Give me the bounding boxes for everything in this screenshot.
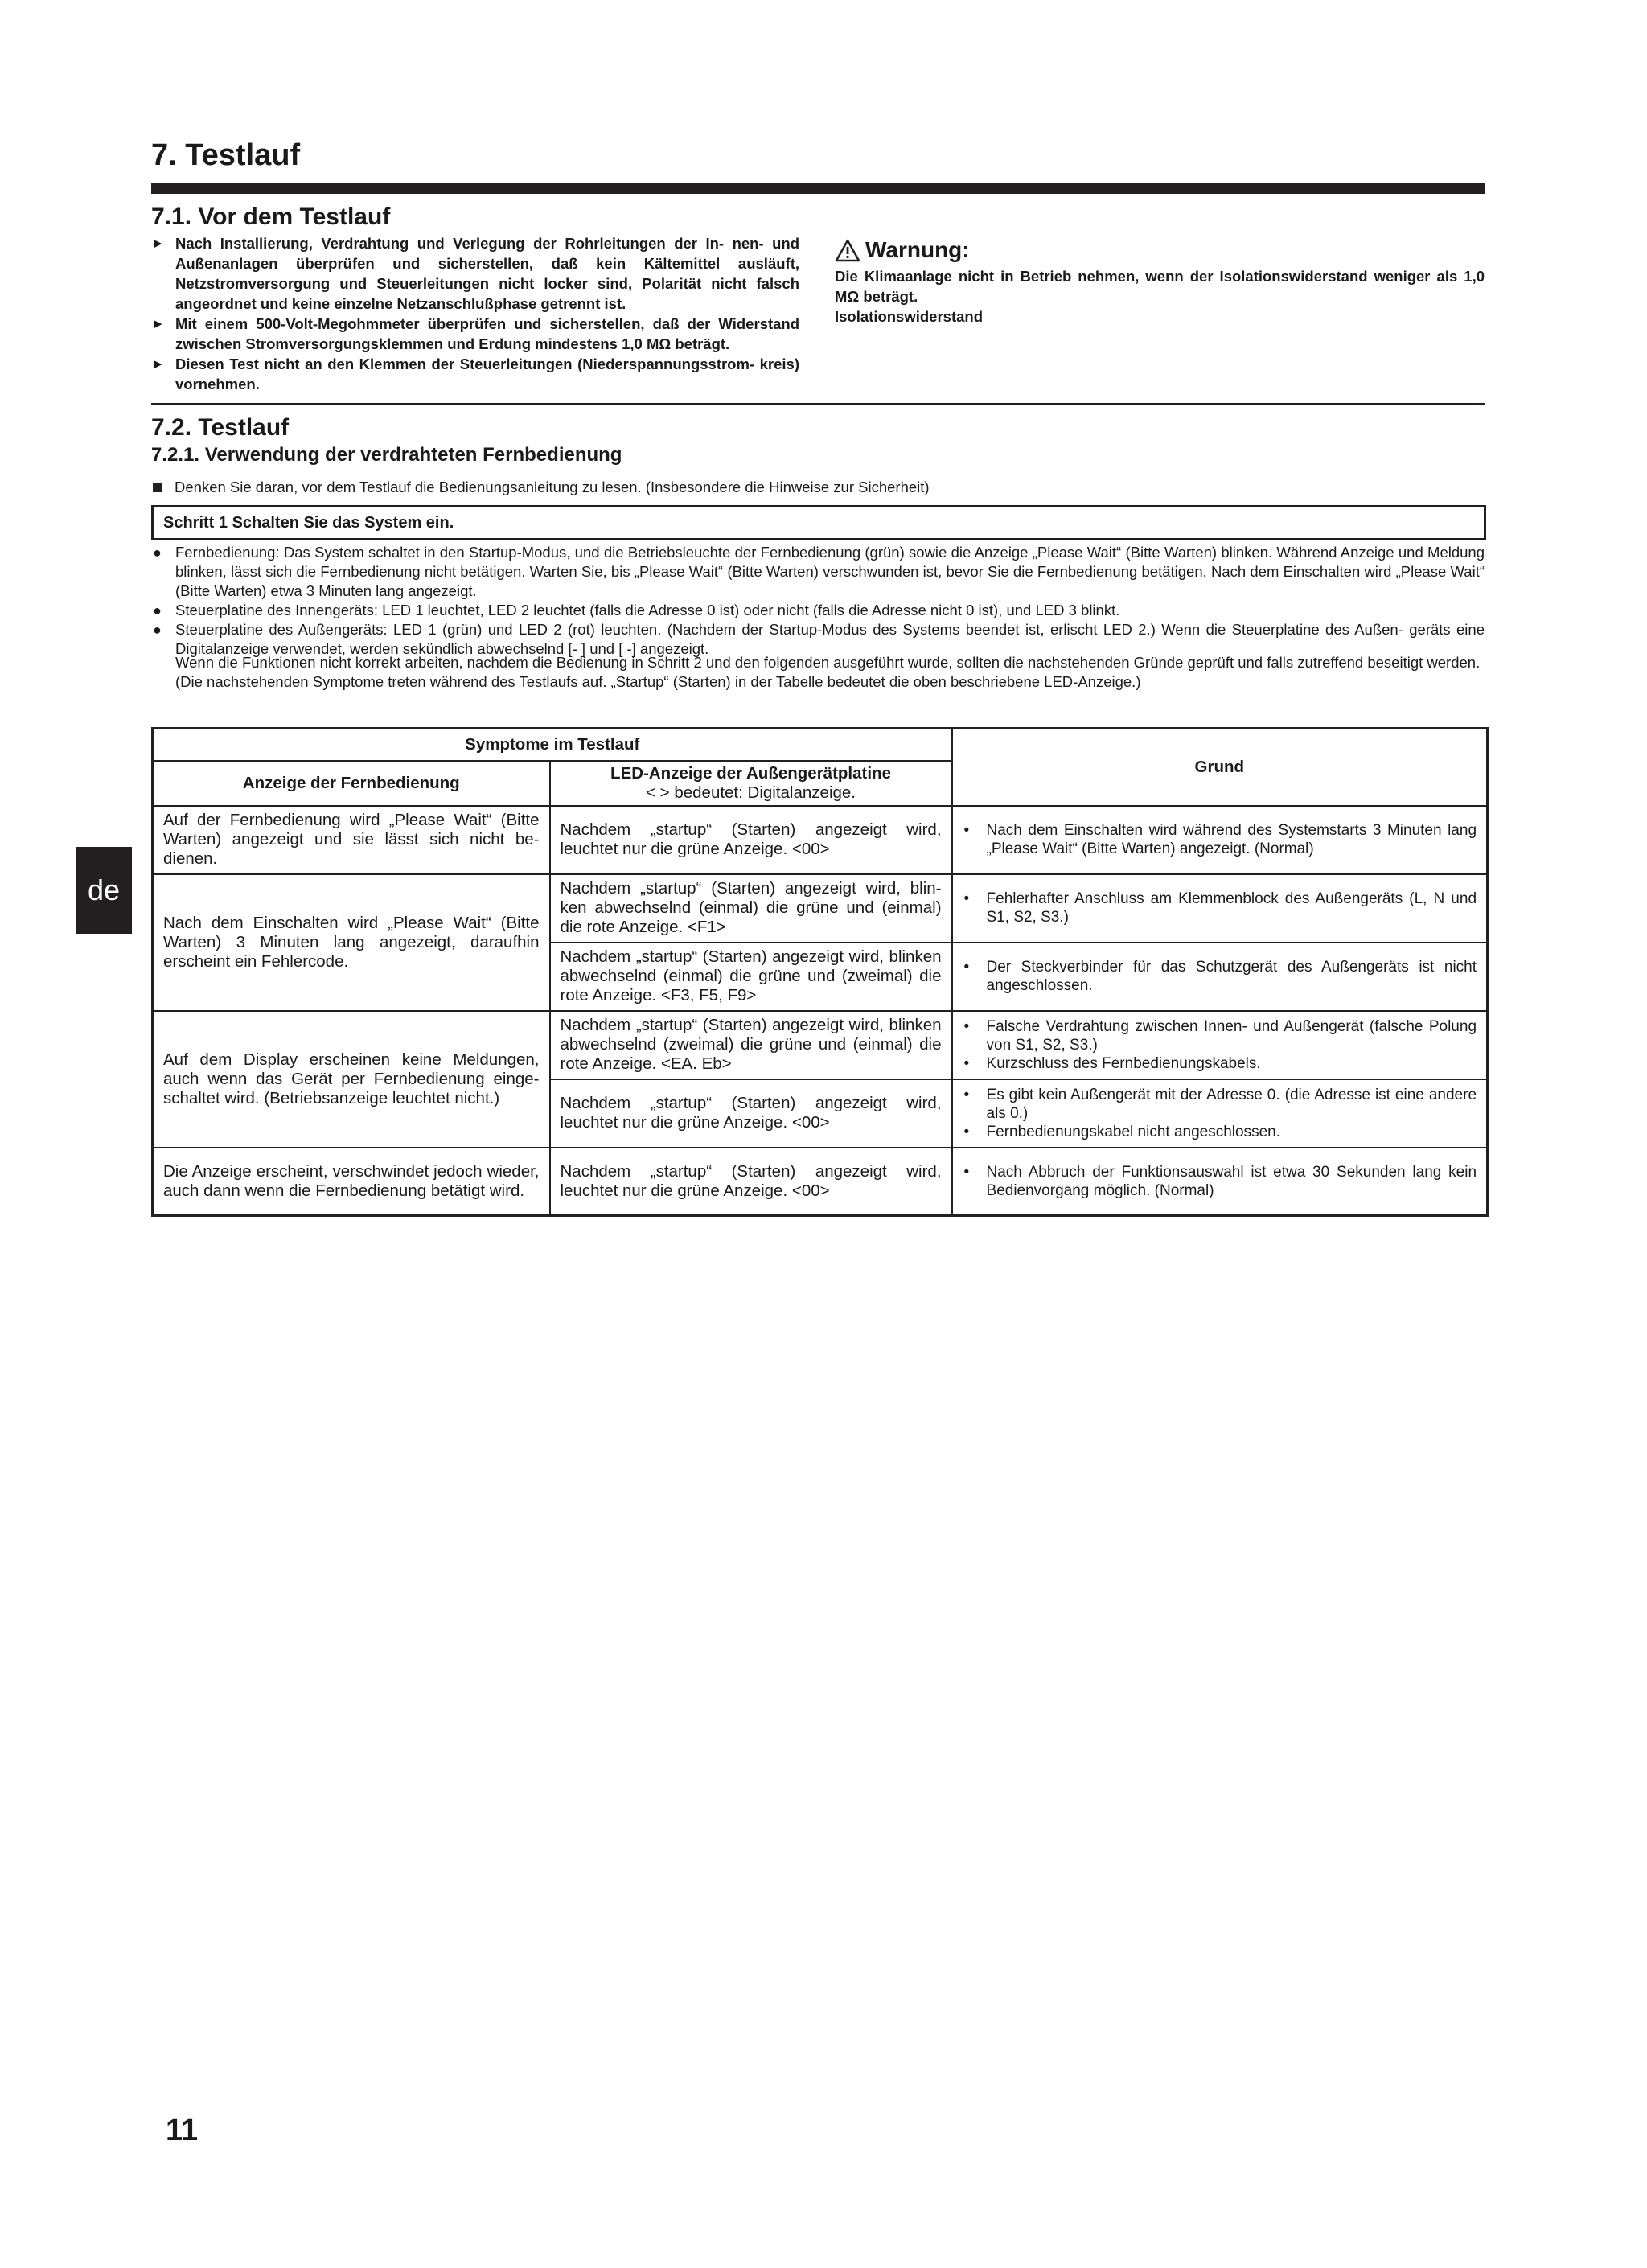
subsection-title-test-run: 7.2. Testlauf [151, 414, 290, 441]
list-item: ● Fernbedienung: Das System schaltet in den Startup-Modus, und die Betriebsleuchte der Fernbedienung (grün) sowie die Anzeige „Please Wait“ (Bitte Warten) blinken. Während Anzeige und Meldung blinken, lässt sich die Fernbedienung nicht betätigen. Warten Sie, bis „Please Wait“ (Bitte Warten) verschwunden ist, bevor Sie die Fernbedienung betätigen. Nach dem Einschalten wird „Please Wait“ (Bitte Warten) etwa 3 Minuten lang angezeigt. [153, 544, 1485, 599]
section-title: 7. Testlauf [151, 138, 301, 172]
cell-reason: • Es gibt kein Außengerät mit der Adresse 0. (die Adresse ist eine andere als 0.) • Fernbedienungskabel nicht angeschlossen. [952, 1079, 1488, 1148]
subsection-title-before-test: 7.1. Vor dem Testlauf [151, 203, 391, 230]
symptom-table [151, 727, 1489, 1217]
page-number: 11 [166, 2114, 199, 2147]
notice-line: Denken Sie daran, vor dem Testlauf die Bedienungsanleitung zu lesen. (Insbesondere die Hinweise zur Sicherheit) [151, 478, 1485, 497]
startup-info-list [151, 543, 1485, 659]
cell-remote: Nach dem Einschalten wird „Please Wait“ (Bitte Warten) 3 Minuten lang angezeigt, daraufhin erscheint ein Fehlercode. [153, 874, 550, 1011]
note-paragraph: (Die nachstehenden Symptome treten während des Testlaufs auf. „Startup“ (Starten) in der Tabelle bedeutet die oben beschriebene LED-Anzeige.) [175, 673, 1141, 690]
table-row [153, 806, 1488, 874]
list-item: ► Diesen Test nicht an den Klemmen der Steuerleitungen (Niederspannungsstrom- kreis) vornehmen. [151, 355, 799, 392]
header-symptoms: Symptome im Testlauf [153, 729, 952, 761]
cell-reason: • Nach Abbruch der Funktionsauswahl ist etwa 30 Sekunden lang kein Bedienvorgang möglich. (Normal) [952, 1148, 1488, 1216]
header-reason: Grund [952, 729, 1488, 806]
warning-heading [835, 237, 1485, 263]
warning-box [835, 237, 1485, 327]
cell-led: Nachdem „startup“ (Starten) angezeigt wird, leuchtet nur die grüne Anzeige. <00> [550, 1148, 952, 1216]
subsubsection-title-wired-remote: 7.2.1. Verwendung der verdrahteten Fernbedienung [151, 444, 622, 466]
cell-remote: Auf der Fernbedienung wird „Please Wait“ (Bitte Warten) angezeigt und sie lässt sich nicht be- dienen. [153, 806, 550, 874]
cell-remote: Auf dem Display erscheinen keine Meldungen, auch wenn das Gerät per Fernbedienung einge- schaltet wird. (Betriebsanzeige leuchtet nicht.) [153, 1011, 550, 1148]
cell-reason: • Nach dem Einschalten wird während des Systemstarts 3 Minuten lang „Please Wait“ (Bitte Warten) angezeigt. (Normal) [952, 806, 1488, 874]
list-item: ► Mit einem 500-Volt-Megohmmeter überprüfen und sicherstellen, daß der Widerstand zwischen Stromversorgungsklemmen und Erdung mindestens 1,0 MΩ beträgt. [151, 315, 799, 352]
table-row [153, 1148, 1488, 1216]
header-remote: Anzeige der Fernbedienung [153, 761, 550, 806]
table-row [153, 1011, 1488, 1079]
cell-led: Nachdem „startup“ (Starten) angezeigt wird, leuchtet nur die grüne Anzeige. <00> [550, 806, 952, 874]
arrow-bullet-icon: ► [151, 356, 165, 372]
pre-test-checklist [151, 233, 799, 394]
header-led-note: < > bedeutet: Digitalanzeige. [646, 783, 856, 802]
cell-led: Nachdem „startup“ (Starten) angezeigt wird, leuchtet nur die grüne Anzeige. <00> [550, 1079, 952, 1148]
header-led: LED-Anzeige der Außengerätplatine < > bedeutet: Digitalanzeige. [550, 761, 952, 806]
list-item: ► Nach Installierung, Verdrahtung und Verlegung der Rohrleitungen der In- nen- und Außenanlagen überprüfen und sicherstellen, daß kein Kältemittel ausläuft, Netzstromversorgung und Steuerleitungen nicht locker sind, Polarität nicht falsch angeordnet und keine einzelne Netzanschlußphase getrennt ist. [151, 235, 799, 312]
language-tab: de [76, 847, 132, 934]
cell-led: Nachdem „startup“ (Starten) angezeigt wird, blinken abwechselnd (einmal) die grüne und (zweimal) die rote Anzeige. <F3, F5, F9> [550, 943, 952, 1011]
table-row [153, 874, 1488, 943]
title-rule [151, 183, 1485, 194]
warning-title: Warnung: [865, 237, 970, 262]
arrow-bullet-icon: ► [151, 236, 165, 251]
list-item: ● Steuerplatine des Innengeräts: LED 1 leuchtet, LED 2 leuchtet (falls die Adresse 0 ist) oder nicht (falls die Adresse nicht 0 ist), und LED 3 blinkt. [153, 602, 1120, 618]
step-label: Schritt 1 Schalten Sie das System ein. [163, 514, 454, 532]
arrow-bullet-icon: ► [151, 316, 165, 331]
dot-bullet-icon: ● [153, 622, 162, 638]
step-box [151, 505, 1486, 540]
dot-bullet-icon: ● [153, 602, 162, 618]
warning-triangle-icon [835, 239, 860, 262]
section-divider [151, 403, 1485, 405]
warning-text: Die Klimaanlage nicht in Betrieb nehmen, wenn der Isolationswiderstand weniger als 1,0 MΩ beträgt. [835, 268, 1485, 305]
table-header-row [153, 729, 1488, 761]
cell-led: Nachdem „startup“ (Starten) angezeigt wird, blin- ken abwechselnd (einmal) die grüne und (einmal) die rote Anzeige. <F1> [550, 874, 952, 943]
cell-reason: • Der Steckverbinder für das Schutzgerät des Außengeräts ist nicht angeschlossen. [952, 943, 1488, 1011]
dot-bullet-icon: ● [153, 544, 162, 561]
cell-remote: Die Anzeige erscheint, verschwindet jedoch wieder, auch dann wenn die Fernbedienung betätigt wird. [153, 1148, 550, 1216]
cell-reason: • Falsche Verdrahtung zwischen Innen- und Außengerät (falsche Polung von S1, S2, S3.) • Kurzschluss des Fernbedienungskabels. [952, 1011, 1488, 1079]
note-paragraph: Wenn die Funktionen nicht korrekt arbeiten, nachdem die Bedienung in Schritt 2 und den folgenden ausgeführt wurde, sollten die nachstehenden Gründe geprüft und falls zutreffend beseitigt werden. [175, 654, 1481, 671]
cell-reason: • Fehlerhafter Anschluss am Klemmenblock des Außengeräts (L, N und S1, S2, S3.) [952, 874, 1488, 943]
cell-led: Nachdem „startup“ (Starten) angezeigt wird, blinken abwechselnd (zweimal) die grüne und (einmal) die rote Anzeige. <EA. Eb> [550, 1011, 952, 1079]
warning-subtext: Isolationswiderstand [835, 308, 984, 325]
note-block [175, 653, 1485, 692]
list-item: ● Steuerplatine des Außengeräts: LED 1 (grün) und LED 2 (rot) leuchten. (Nachdem der Startup-Modus des Systems beendet ist, erlischt LED 2.) Wenn die Steuerplatine des Außen- geräts eine Digitalanzeige verwendet, werden sekündlich abwechselnd [- ] und [ -] angezeigt. [153, 621, 1485, 657]
square-bullet-icon [153, 483, 162, 492]
